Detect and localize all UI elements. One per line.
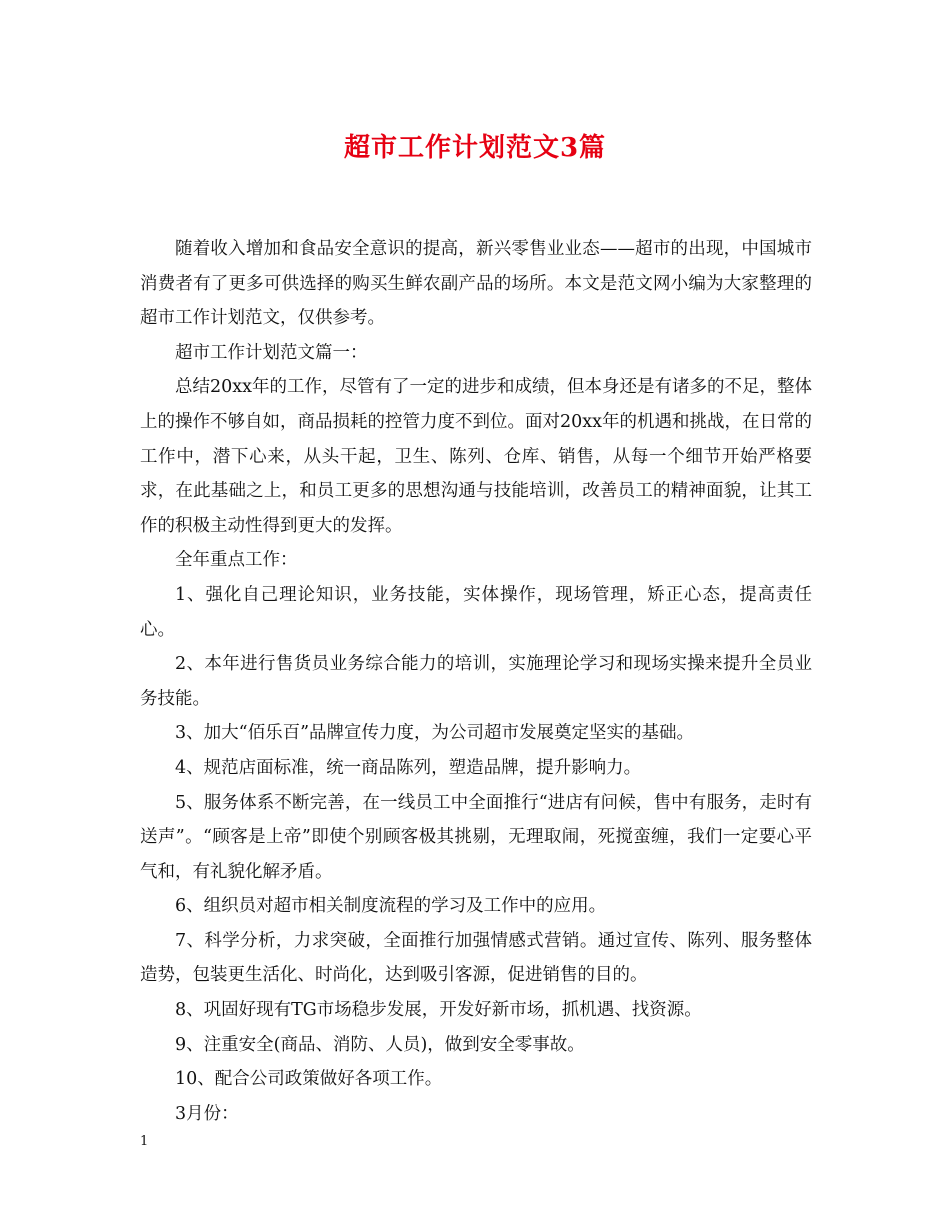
list-item-5: 5、服务体系不断完善，在一线员工中全面推行“进店有问候，售中有服务，走时有送声”。“顾客是上帝”即使个别顾客极其挑剔，无理取闹，死搅蛮缠，我们一定要心平气和，有礼貌化解矛盾。 (140, 792, 812, 882)
list-item-4: 4、规范店面标准，统一商品陈列，塑造品牌，提升影响力。 (175, 757, 642, 778)
list-item-6: 6、组织员对超市相关制度流程的学习及工作中的应用。 (175, 896, 607, 917)
paragraph-march-heading: 3月份： (175, 1103, 239, 1124)
document-title: 超市工作计划范文3篇 (343, 133, 607, 163)
page-number: 1 (140, 1134, 149, 1149)
list-item-7: 7、科学分析，力求突破，全面推行加强情感式营销。通过宣传、陈列、服务整体造势，包装更生活化、时尚化，达到吸引客源，促进销售的目的。 (140, 930, 812, 986)
list-item-1: 1、强化自己理论知识，业务技能，实体操作，现场管理，矫正心态，提高责任心。 (140, 584, 812, 640)
list-item-3: 3、加大“佰乐百”品牌宣传力度，为公司超市发展奠定坚实的基础。 (175, 723, 695, 744)
paragraph-key-work-heading: 全年重点工作： (175, 550, 298, 571)
document-body (140, 232, 812, 1131)
list-item-8: 8、巩固好现有TG市场稳步发展，开发好新市场，抓机遇、找资源。 (175, 1000, 702, 1021)
paragraph-summary: 总结20xx年的工作，尽管有了一定的进步和成绩，但本身还是有诸多的不足，整体上的操作不够自如，商品损耗的控管力度不到位。面对20xx年的机遇和挑战，在日常的工作中，潜下心来，从头干起，卫生、陈列、仓库、销售，从每一个细节开始严格要求，在此基础之上，和员工更多的思想沟通与技能培训，改善员工的精神面貌，让其工作的积极主动性得到更大的发挥。 (140, 377, 813, 536)
list-item-9: 9、注重安全(商品、消防、人员)，做到安全零事故。 (175, 1034, 585, 1055)
list-item-10: 10、配合公司政策做好各项工作。 (175, 1069, 443, 1090)
list-item-2: 2、本年进行售货员业务综合能力的培训，实施理论学习和现场实操来提升全员业务技能。 (140, 654, 812, 709)
paragraph-section-heading: 超市工作计划范文篇一： (175, 342, 368, 363)
paragraph-intro: 随着收入增加和食品安全意识的提高，新兴零售业业态——超市的出现，中国城市消费者有了更多可供选择的购买生鲜农副产品的场所。本文是范文网小编为大家整理的超市工作计划范文，仅供参考。 (140, 239, 812, 329)
